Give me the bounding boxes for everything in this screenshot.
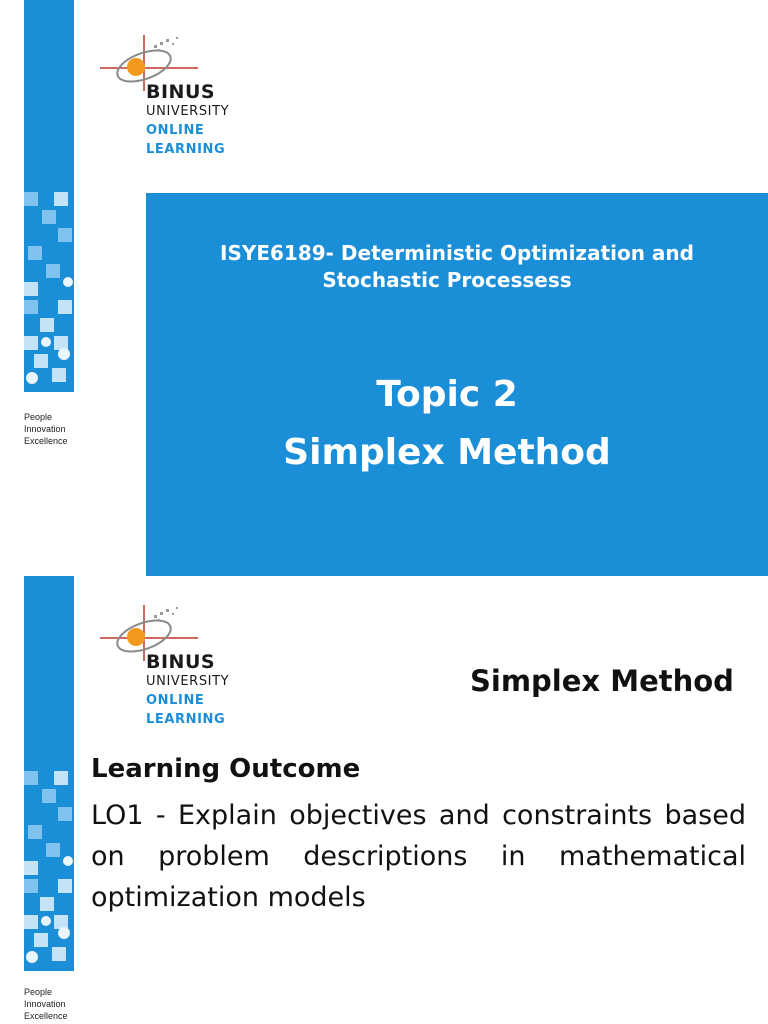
tagline-innovation: Innovation (24, 999, 66, 1009)
course-title (146, 240, 768, 294)
logo-learning-text: LEARNING (146, 712, 226, 727)
course-title-line1: ISYE6189- Deterministic Optimization and (220, 241, 694, 265)
title-box (146, 193, 768, 576)
tagline-innovation: Innovation (24, 424, 66, 434)
tagline (24, 411, 68, 447)
topic-name: Simplex Method (283, 432, 611, 473)
tagline-people: People (24, 412, 53, 422)
logo-learning-text: LEARNING (146, 142, 226, 157)
tagline-excellence: Excellence (24, 436, 68, 446)
logo-binus-text: BINUS (146, 81, 216, 103)
binus-logo (98, 603, 248, 733)
pattern-graphic (24, 182, 74, 392)
course-title-line2: Stochastic Processess (322, 268, 572, 292)
logo-binus-text: BINUS (146, 651, 216, 673)
topic-title (146, 366, 748, 482)
slide-title: Simplex Method (470, 664, 734, 698)
content-slide (0, 576, 768, 1024)
logo-university-text: UNIVERSITY (146, 674, 230, 689)
decorative-strip (24, 0, 74, 392)
decorative-strip (24, 576, 74, 971)
learning-outcome-text: LO1 - Explain objectives and constraints based on problem descriptions in mathematical optimization models (91, 800, 746, 913)
tagline (24, 986, 68, 1022)
pattern-graphic (24, 761, 74, 971)
learning-outcome-heading: Learning Outcome (91, 754, 361, 784)
logo-online-text: ONLINE (146, 693, 205, 708)
topic-number: Topic 2 (376, 374, 518, 415)
tagline-people: People (24, 987, 53, 997)
logo-university-text: UNIVERSITY (146, 104, 230, 119)
tagline-excellence: Excellence (24, 1011, 68, 1021)
logo-online-text: ONLINE (146, 123, 205, 138)
binus-logo (98, 33, 248, 163)
